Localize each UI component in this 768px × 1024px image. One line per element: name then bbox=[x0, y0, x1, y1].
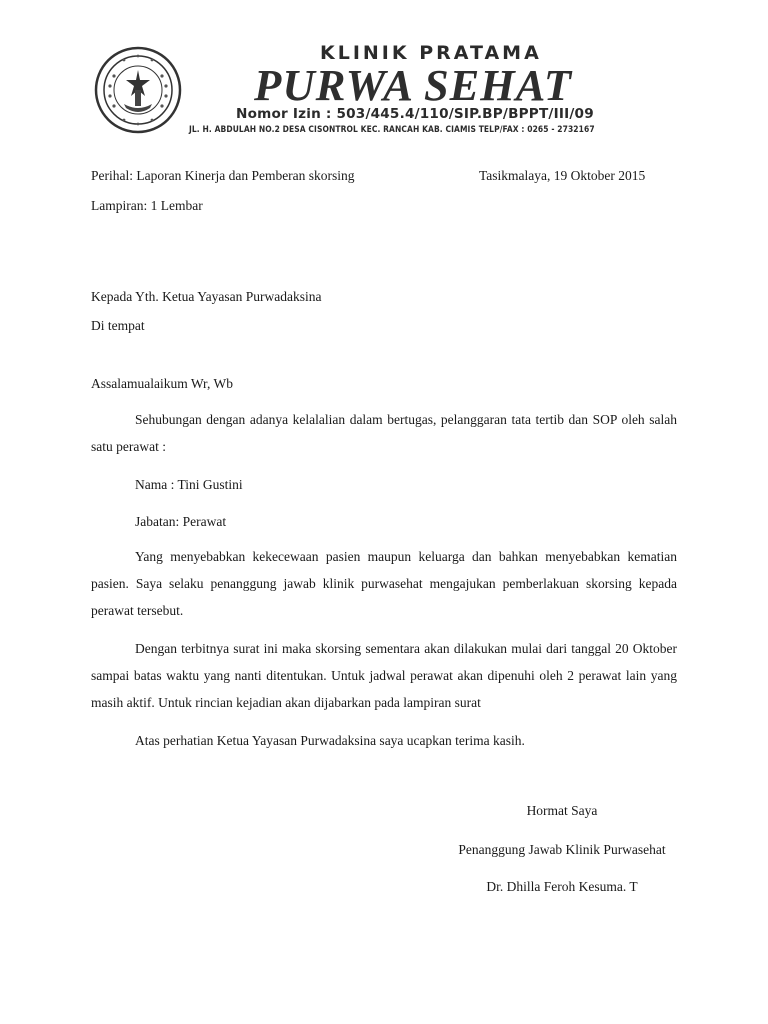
impact-paragraph: Yang menyebabkan kekecewaan pasien maupun keluarga dan bahkan menyebabkan kematian pasien. Saya selaku penanggung jawab klinik purwasehat mengajukan pemberlakuan skorsing kepada perawat tersebut. bbox=[91, 549, 677, 618]
place-date: Tasikmalaya, 19 Oktober 2015 bbox=[479, 168, 646, 183]
intro-paragraph: Sehubungan dengan adanya kelalalian dalam bertugas, pelanggaran tata tertib dan SOP oleh salah satu perawat : bbox=[91, 412, 677, 454]
license-number: Nomor Izin : 503/445.4/110/SIP.BP/BPPT/III/09 bbox=[236, 106, 594, 122]
seal-emblem-icon bbox=[94, 46, 182, 134]
closing-sentence: Atas perhatian Ketua Yayasan Purwadaksina saya ucapkan terima kasih. bbox=[135, 733, 525, 748]
clinic-name-second: SEHAT bbox=[424, 61, 574, 108]
employee-position: Jabatan: Perawat bbox=[135, 514, 227, 529]
clinic-name-first: PURWA bbox=[252, 61, 414, 108]
greeting: Assalamualaikum Wr, Wb bbox=[91, 376, 234, 391]
clinic-type: KLINIK PRATAMA bbox=[320, 42, 542, 64]
subject-line: Perihal: Laporan Kinerja dan Pemberan skorsing bbox=[91, 168, 355, 183]
clinic-name-wordmark bbox=[248, 56, 578, 108]
recipient-line: Kepada Yth. Ketua Yayasan Purwadaksina bbox=[91, 289, 322, 304]
signature-title: Penanggung Jawab Klinik Purwasehat bbox=[458, 842, 666, 857]
clinic-address: JL. H. ABDULAH NO.2 DESA CISONTROL KEC. RANCAH KAB. CIAMIS TELP/FAX : 0265 - 2732167 bbox=[189, 124, 595, 134]
suspension-paragraph: Dengan terbitnya surat ini maka skorsing sementara akan dilakukan mulai dari tanggal 20 Oktober sampai batas waktu yang nanti ditentukan. Untuk jadwal perawat akan dipenuhi oleh 2 perawat lain yang masih aktif. Untuk rincian kejadian akan dijabarkan pada lampiran surat bbox=[91, 641, 677, 710]
recipient-location: Di tempat bbox=[91, 318, 145, 333]
signature-name: Dr. Dhilla Feroh Kesuma. T bbox=[486, 879, 638, 894]
employee-name: Nama : Tini Gustini bbox=[135, 477, 243, 492]
signature-regards: Hormat Saya bbox=[526, 803, 598, 818]
attachment-line: Lampiran: 1 Lembar bbox=[91, 198, 203, 213]
